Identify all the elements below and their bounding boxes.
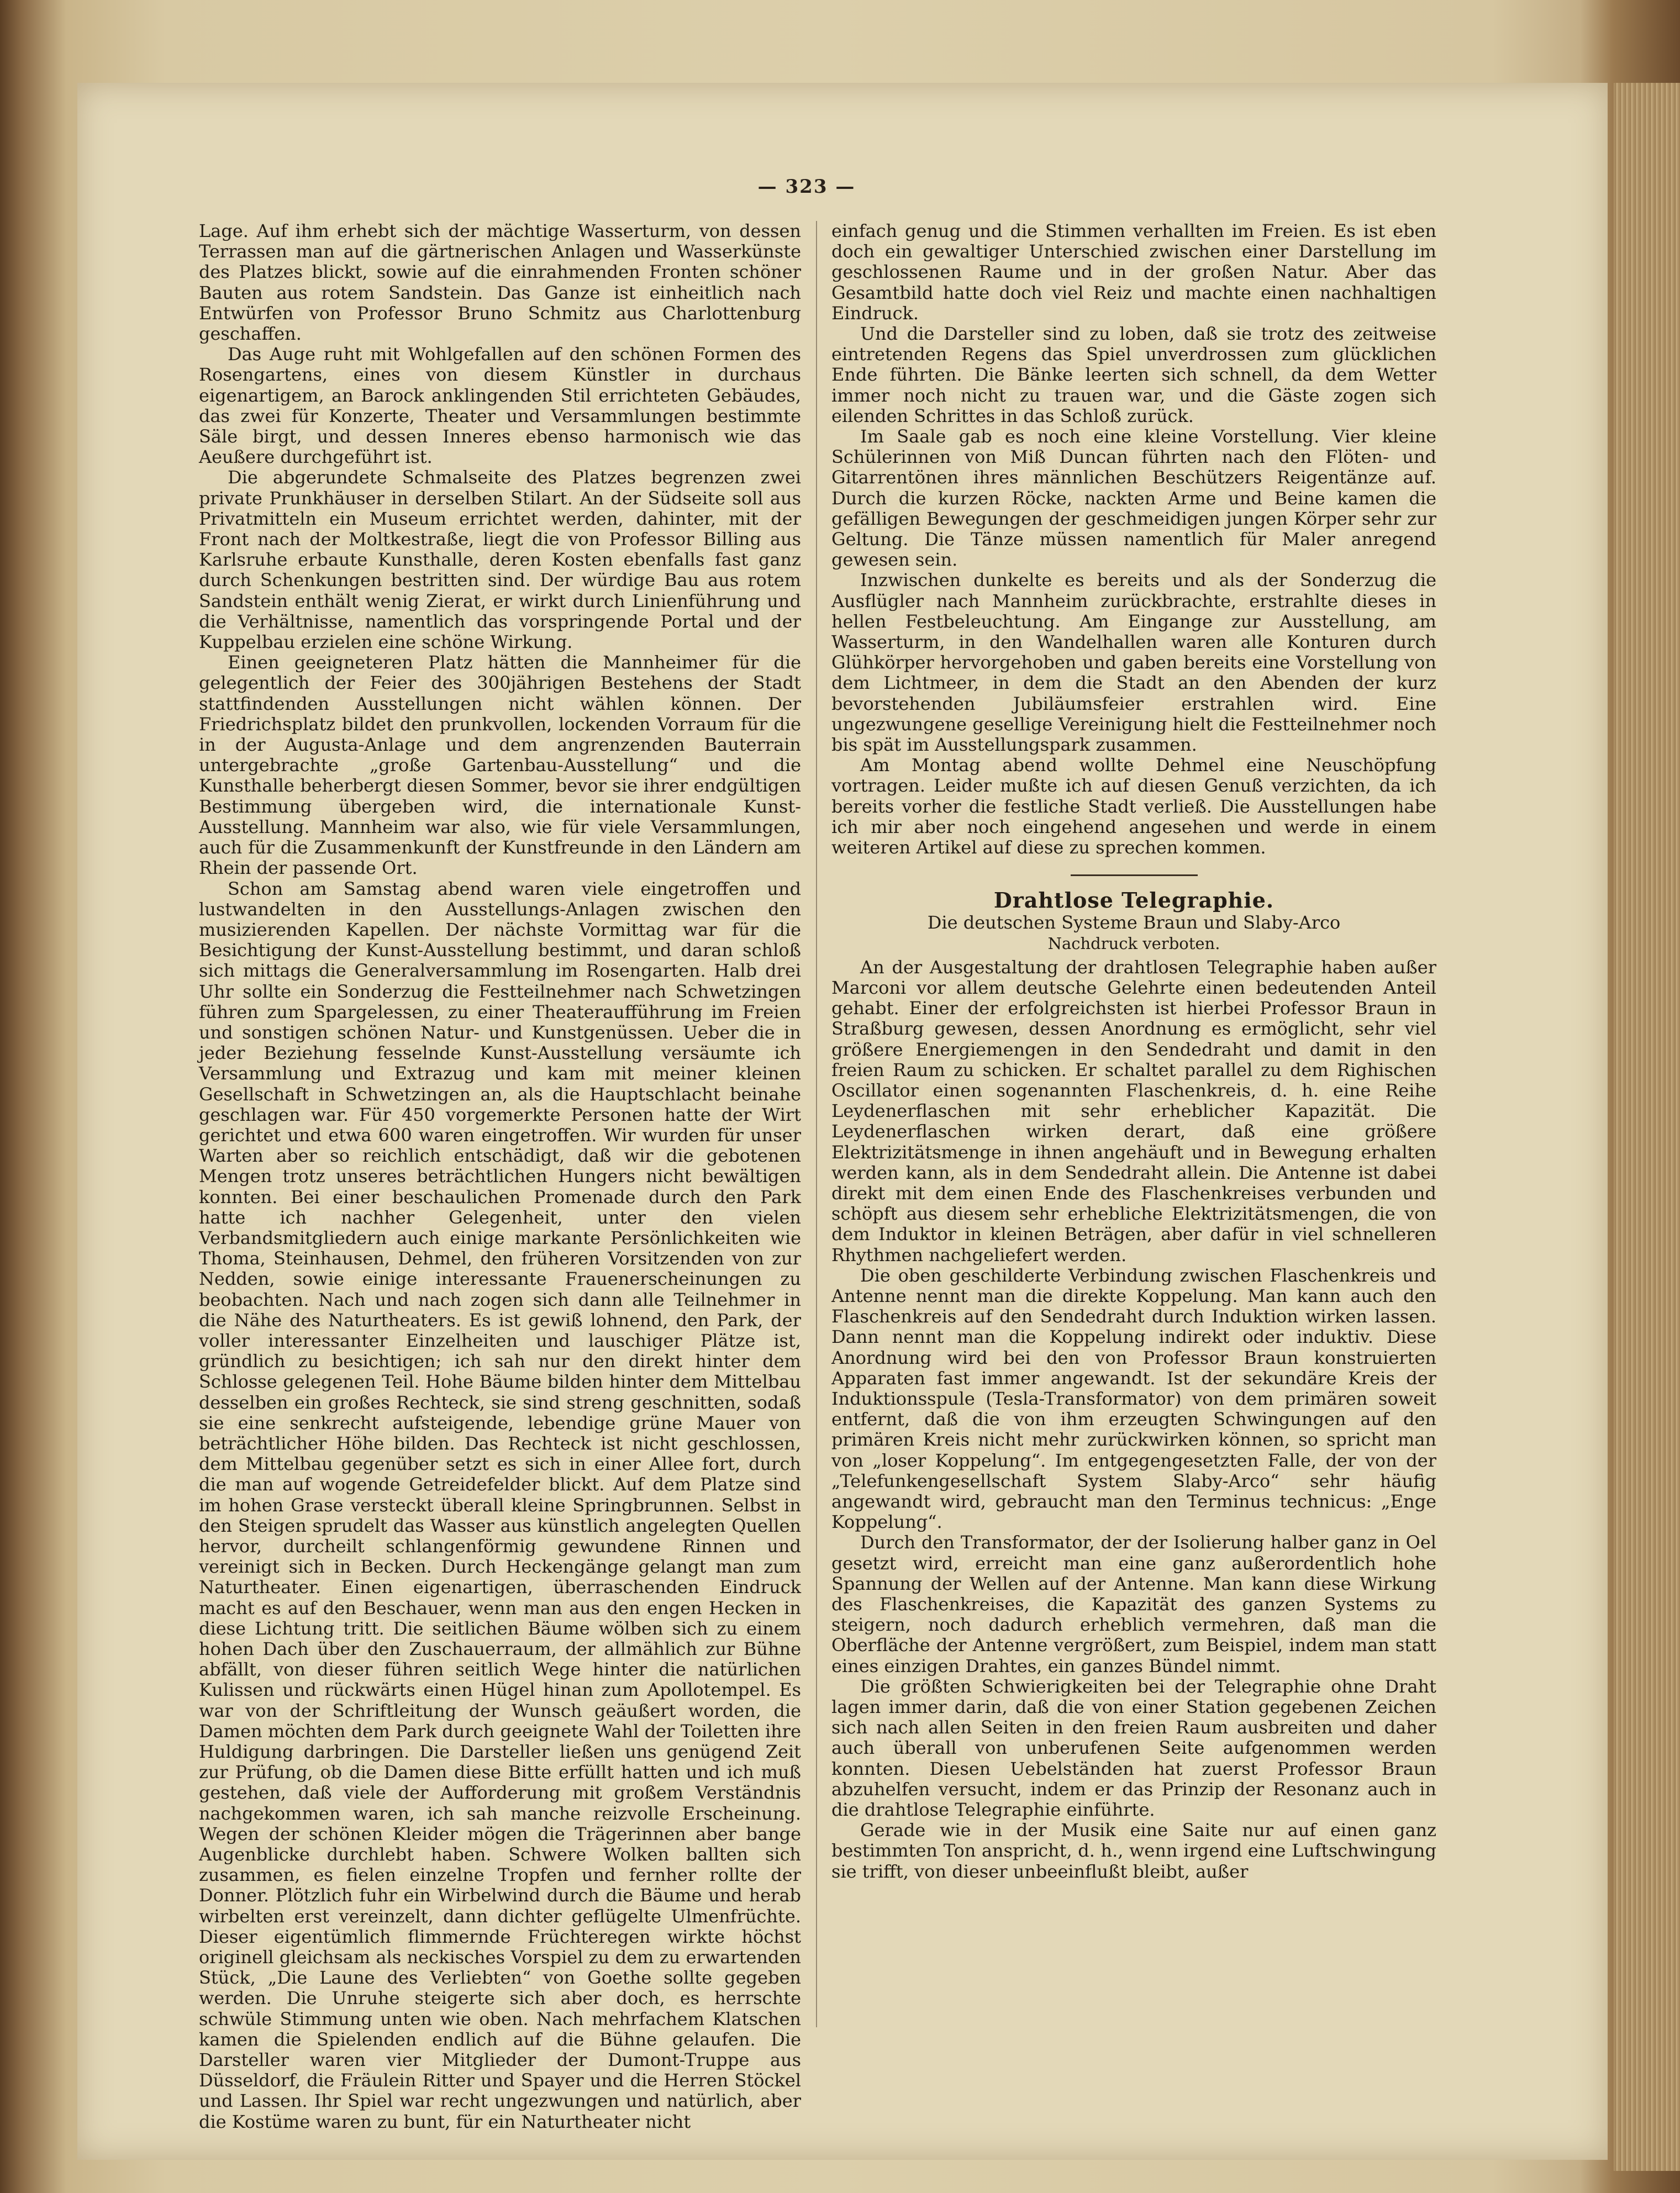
section-rule xyxy=(1071,874,1198,876)
article-subtitle: Die deutschen Systeme Braun und Slaby-Arco xyxy=(927,912,1341,934)
right-paragraph: Und die Darsteller sind zu loben, daß sie trotz des zeitweise eintretenden Regens das Spiel unverdrossen zum glücklichen Ende führten. Die Bänke leerten sich schnell, da dem Wetter immer noch nicht zu trauen war, und die Gäste zogen sich eilenden Schrittes in das Schloß zurück. xyxy=(831,323,1436,426)
reprint-notice: Nachdruck verboten. xyxy=(1047,934,1220,953)
right-paragraph: Am Montag abend wollte Dehmel eine Neuschöpfung vortragen. Leider mußte ich auf diesen Genuß verzichten, da ich bereits vorher die festliche Stadt verließ. Die Ausstellungen habe ich mir aber noch eingehend angesehen und werde in einem weiteren Artikel auf diese zu sprechen kommen. xyxy=(831,755,1436,858)
right-paragraph: einfach genug und die Stimmen verhallten im Freien. Es ist eben doch ein gewaltiger Unterschied zwischen einer Darstellung im geschlossenen Raume und in der großen Natur. Aber das Gesamtbild hatte doch viel Reiz und machte einen nachhaltigen Eindruck. xyxy=(831,220,1436,324)
article-paragraph: Durch den Transformator, der der Isolierung halber ganz in Oel gesetzt wird, erreicht man eine ganz außerordentlich hohe Spannung der Wellen auf der Antenne. Man kann diese Wirkung des Flaschenkreises, die Kapazität des ganzen Systems zu steigern, noch dadurch erheblich vermehren, daß man die Oberfläche der Antenne vergrößert, zum Beispiel, indem man statt eines einzigen Drahtes, ein ganzes Bündel nimmt. xyxy=(831,1532,1436,1677)
left-paragraph: Schon am Samstag abend waren viele eingetroffen und lustwandelten in den Ausstellungs-Anlagen zwischen den musizierenden Kapellen. Der nächste Vormittag war für die Besichtigung der Kunst-Ausstellung bestimmt, und daran schloß sich mittags die Generalversammlung im Rosengarten. Halb drei Uhr sollte ein Sonderzug die Festteilnehmer nach Schwetzingen führen zum Spargelessen, zu einer Theateraufführung im Freien und sonstigen schönen Natur- und Kunstgenüssen. Ueber die in jeder Beziehung fesselnde Kunst-Ausstellung versäumte ich Versammlung und Extrazug und kam mit meiner kleinen Gesellschaft in Schwetzingen an, als die Hauptschlacht beinahe geschlagen war. Für 450 vorgemerkte Personen hatte der Wirt gerichtet und etwa 600 waren eingetroffen. Wir wurden für unser Warten aber so reichlich entschädigt, daß wir die gebotenen Mengen trotz unseres beträchtlichen Hungers nicht bewältigen konnten. Bei einer beschaulichen Promenade durch den Park hatte ich nachher Gelegenheit, unter den vielen Verbandsmitgliedern auch einige markante Persönlichkeiten wie Thoma, Steinhausen, Dehmel, den früheren Vorsitzenden von zur Nedden, sowie einige interessante Frauenerscheinungen zu beobachten. Nach und nach zogen sich dann alle Teilnehmer in die Nähe des Naturtheaters. Es ist gewiß lohnend, den Park, der voller interessanter Einzelheiten und lauschiger Plätze ist, gründlich zu besichtigen; ich sah nur den direkt hinter dem Schlosse gelegenen Teil. Hohe Bäume bilden hinter dem Mittelbau desselben ein großes Rechteck, sie sind streng geschnitten, sodaß sie eine senkrecht aufsteigende, lebendige grüne Mauer von beträchtlicher Höhe bilden. Das Rechteck ist nicht geschlossen, dem Mittelbau gegenüber setzt es sich in einer Allee fort, durch die man auf wogende Getreidefelder blickt. Auf dem Platze sind im hohen Grase versteckt überall kleine Springbrunnen. Selbst in den Steigen sprudelt das Wasser aus künstlich angelegten Quellen hervor, durcheilt schlangenförmig gewundene Rinnen und vereinigt sich in Becken. Durch Heckengänge gelangt man zum Naturtheater. Einen eigenartigen, überraschenden Eindruck macht es auf den Beschauer, wenn man aus den engen Hecken in diese Lichtung tritt. Die seitlichen Bäume wölben sich zu einem hohen Dach über den Zuschauerraum, der allmählich zur Bühne abfällt, von dieser führen seitlich Wege hinter die natürlichen Kulissen und rückwärts einen Hügel hinan zum Apollotempel. Es war von der Schriftleitung der Wunsch geäußert worden, die Damen möchten dem Park durch geeignete Wahl der Toiletten ihre Huldigung darbringen. Die Darsteller ließen uns genügend Zeit zur Prüfung, ob die Damen diese Bitte erfüllt hatten und ich muß gestehen, daß viele der Aufforderung mit großem Verständnis nachgekommen waren, ich sah manche reizvolle Erscheinung. Wegen der schönen Kleider mögen die Trägerinnen aber bange Augenblicke durchlebt haben. Schwere Wolken ballten sich zusammen, es fielen einzelne Tropfen und fernher rollte der Donner. Plötzlich fuhr ein Wirbelwind durch die Bäume und herab wirbelten erst vereinzelt, dann dichter geflügelte Ulmenfrüchte. Dieser eigentümlich flimmernde Früchteregen wirkte höchst originell gleichsam als neckisches Vorspiel zu dem zu erwartenden Stück, „Die Laune des Verliebten“ von Goethe sollte gegeben werden. Die Unruhe steigerte sich aber doch, es herrschte schwüle Stimmung unten wie oben. Nach mehrfachem Klatschen kamen die Spielenden endlich auf die Bühne gelaufen. Die Darsteller waren vier Mitglieder der Dumont-Truppe aus Düsseldorf, die Fräulein Ritter und Spayer und die Herren Stöckel und Lassen. Ihr Spiel war recht ungezwungen und natürlich, aber die Kostüme waren zu bunt, für ein Naturtheater nicht xyxy=(199,878,801,2132)
article-paragraph: Die oben geschilderte Verbindung zwischen Flaschenkreis und Antenne nennt man die direkte Koppelung. Man kann auch den Flaschenkreis auf den Sendedraht durch Induktion wirken lassen. Dann nennt man die Koppelung indirekt oder induktiv. Diese Anordnung wird bei den von Professor Braun konstruierten Apparaten fast immer angewandt. Ist der sekundäre Kreis der Induktionsspule (Tesla-Transformator) von dem primären soweit entfernt, daß die von ihm erzeugten Schwingungen auf den primären Kreis nicht mehr zurückwirken können, so spricht man von „loser Koppelung“. Im entgegengesetzten Falle, der von der „Telefunkengesellschaft System Slaby-Arco“ sehr häufig angewandt wird, gebraucht man den Terminus technicus: „Enge Koppelung“. xyxy=(831,1264,1436,1533)
page-number: — 323 — xyxy=(757,176,856,198)
left-paragraph: Das Auge ruht mit Wohlgefallen auf den schönen Formen des Rosengartens, eines von diesem Künstler in durchaus eigenartigem, an Barock anklingenden Stil errichteten Gebäudes, das zwei für Konzerte, Theater und Versammlungen bestimmte Säle birgt, und dessen Inneres ebenso harmonisch wie das Aeußere durchgeführt ist. xyxy=(199,344,801,468)
right-paragraph: Inzwischen dunkelte es bereits und als der Sonderzug die Ausflügler nach Mannheim zurückbrachte, erstrahlte dieses in hellen Festbeleuchtung. Am Eingange zur Ausstellung, am Wasserturm, in den Wandelhallen waren alle Konturen durch Glühkörper hervorgehoben und gaben bereits eine Vorstellung von dem Lichtmeer, in dem die Stadt an den Abenden der kurz bevorstehenden Jubiläumsfeier erstrahlen wird. Eine ungezwungene gesellige Vereinigung hielt die Festteilnehmer noch bis spät im Ausstellungspark zusammen. xyxy=(831,570,1436,756)
article-paragraph: Die größten Schwierigkeiten bei der Telegraphie ohne Draht lagen immer darin, daß die von einer Station gegebenen Zeichen sich nach allen Seiten in den freien Raum ausbreiten und daher auch überall von unberufenen Seite aufgenommen werden konnten. Diesen Uebelständen hat zuerst Professor Braun abzuhelfen versucht, indem er das Prinzip der Resonanz auch in die drahtlose Telegraphie einführte. xyxy=(831,1675,1436,1821)
right-paragraph: Im Saale gab es noch eine kleine Vorstellung. Vier kleine Schülerinnen von Miß Duncan führten nach den Flöten- und Gitarrentönen ihres männlichen Beschützers Reigentänze auf. Durch die kurzen Röcke, nackten Arme und Beine kamen die gefälligen Bewegungen der geschmeidigen jungen Körper sehr zur Geltung. Die Tänze müssen namentlich für Maler anregend gewesen sein. xyxy=(831,426,1436,571)
article-paragraph: An der Ausgestaltung der drahtlosen Telegraphie haben außer Marconi vor allem deutsche Gelehrte einen bedeutenden Anteil gehabt. Einer der erfolgreichsten ist hierbei Professor Braun in Straßburg gewesen, dessen Anordnung es ermöglicht, sehr viel größere Energiemengen in den Sendedraht und damit in den freien Raum zu schicken. Er schaltet parallel zu dem Righischen Oscillator einen sogenannten Flaschenkreis, d. h. eine Reihe Leydenerflaschen mit sehr erheblicher Kapazität. Die Leydenerflaschen wirken derart, daß eine größere Elektrizitätsmenge in ihnen angehäuft und in Bewegung erhalten werden kann, als in dem Sendedraht allein. Die Antenne ist dabei direkt mit dem einen Ende des Flaschenkreises verbunden und schöpft aus diesem sehr erhebliche Elektrizitätsmengen, die von dem Induktor in kleinen Beträgen, aber dafür in viel schnelleren Rhythmen nachgeliefert werden. xyxy=(831,956,1436,1266)
column-divider xyxy=(816,221,817,2027)
page-stack-edge xyxy=(1614,83,1680,2171)
left-column xyxy=(199,220,801,2132)
left-paragraph: Die abgerundete Schmalseite des Platzes begrenzen zwei private Prunkhäuser in derselben Stilart. An der Südseite soll aus Privatmitteln ein Museum errichtet werden, dahinter, mit der Front nach der Moltkestraße, liegt die von Professor Billing aus Karlsruhe erbaute Kunsthalle, deren Kosten ebenfalls fast ganz durch Schenkungen bestritten sind. Der würdige Bau aus rotem Sandstein enthält wenig Zierat, er wirkt durch Linienführung und die Verhältnisse, namentlich das vorspringende Portal und der Kuppelbau erzielen eine schöne Wirkung. xyxy=(199,467,801,653)
left-paragraph: Einen geeigneteren Platz hätten die Mannheimer für die gelegentlich der Feier des 300jährigen Bestehens der Stadt stattfindenden Ausstellungen nicht wählen können. Der Friedrichsplatz bildet den prunkvollen, lockenden Vorraum für die in der Augusta-Anlage und dem angrenzenden Bauterrain untergebrachte „große Gartenbau-Ausstellung“ und die Kunsthalle beherbergt diesen Sommer, bevor sie ihrer endgültigen Bestimmung übergeben wird, die internationale Kunst-Ausstellung. Mannheim war also, wie für viele Versammlungen, auch für die Zusammenkunft der Kunstfreunde in den Ländern am Rhein der passende Ort. xyxy=(199,652,801,879)
left-paragraph: Lage. Auf ihm erhebt sich der mächtige Wasserturm, von dessen Terrassen man auf die gärtnerischen Anlagen und Wasserkünste des Platzes blickt, sowie auf die einrahmenden Fronten schöner Bauten aus rotem Sandstein. Das Ganze ist einheitlich nach Entwürfen von Professor Bruno Schmitz aus Charlottenburg geschaffen. xyxy=(199,220,801,345)
article-title: Drahtlose Telegraphie. xyxy=(993,888,1275,913)
right-column xyxy=(831,221,1436,2027)
article-paragraph: Gerade wie in der Musik eine Saite nur auf einen ganz bestimmten Ton anspricht, d. h., wenn irgend eine Luftschwingung sie trifft, von dieser unbeeinflußt bleibt, außer xyxy=(831,1820,1436,1882)
